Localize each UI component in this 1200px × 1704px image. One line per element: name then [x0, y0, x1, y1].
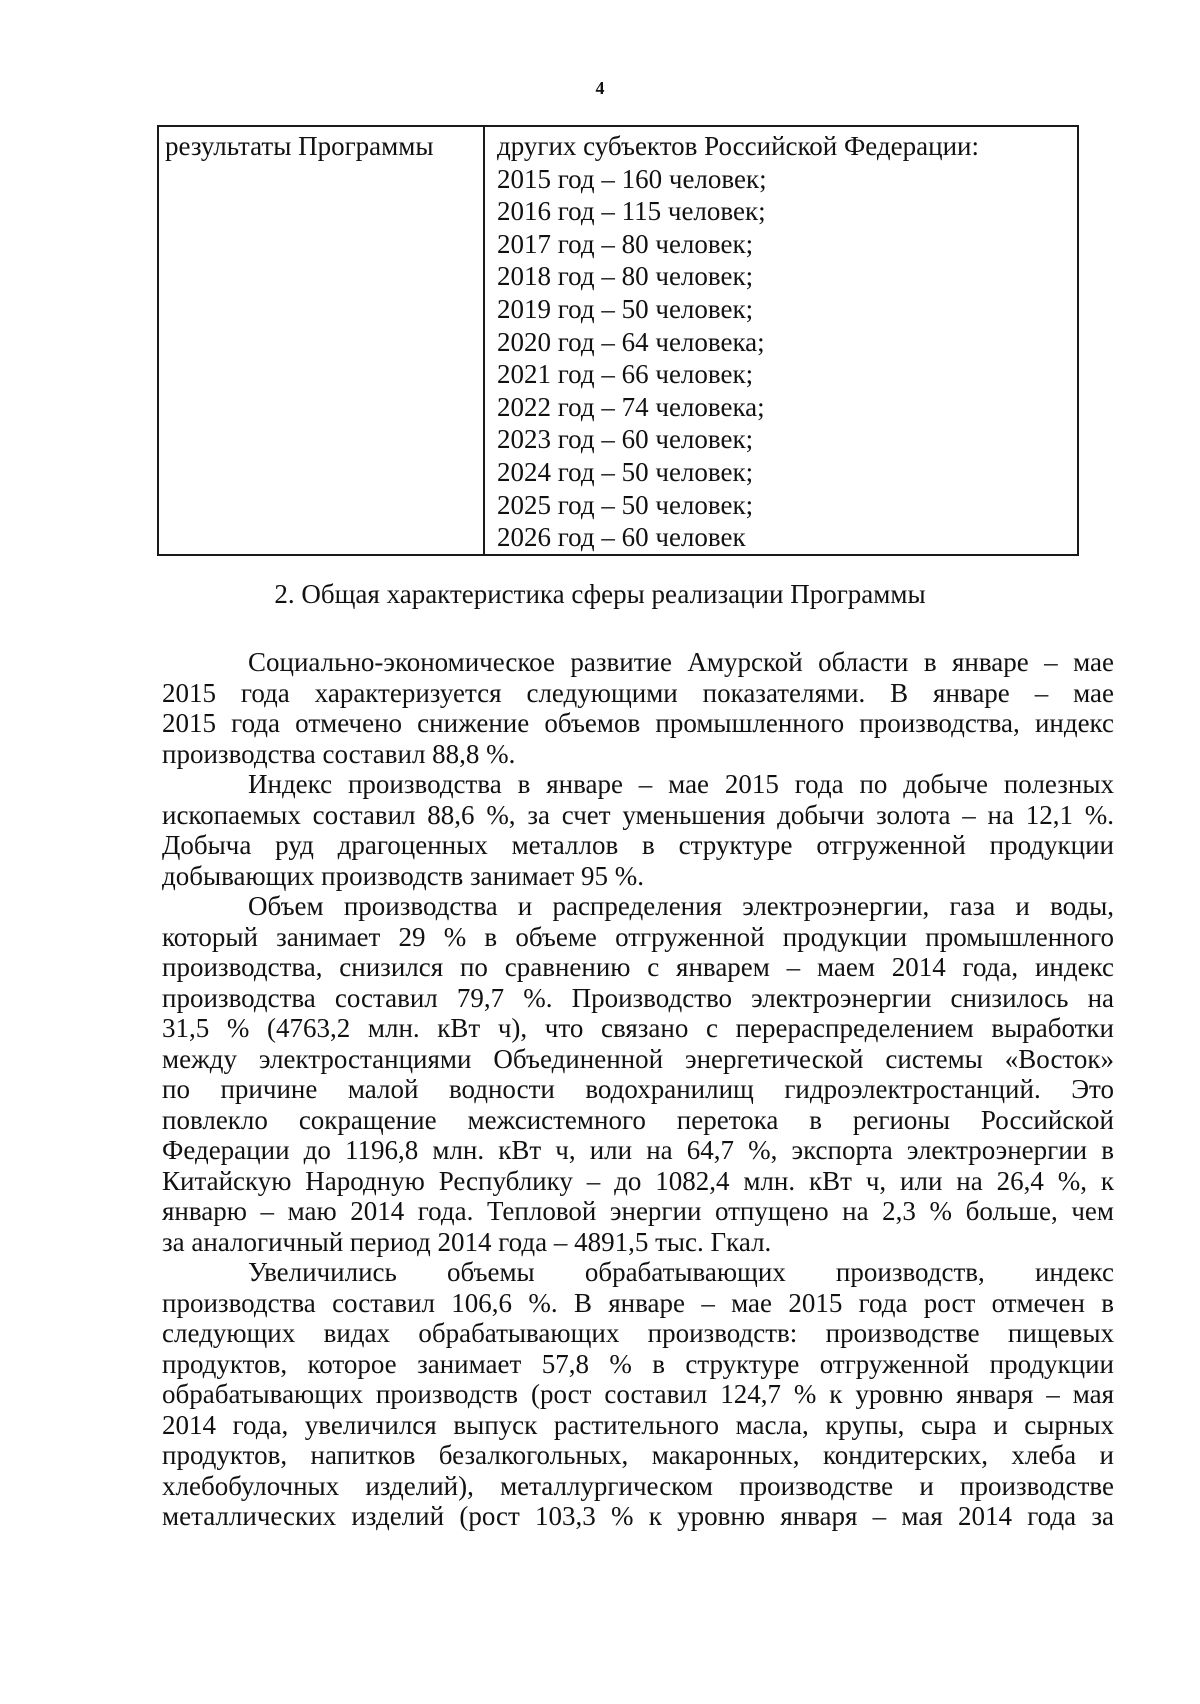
paragraph-line: хлебобулочных изделий), металлургическом производстве и производстве — [162, 1470, 1114, 1501]
table-cell-label — [158, 126, 484, 555]
paragraph-line: Добыча руд драгоценных металлов в структуре отгруженной продукции — [162, 830, 1114, 860]
paragraph-line: обрабатывающих производств (рост составил 124,7 % к уровню января – мая — [162, 1379, 1114, 1409]
paragraph-line: производства, снизился по сравнению с январем – маем 2014 года, индекс — [162, 952, 1114, 982]
paragraph-line: Социально-экономическое развитие Амурской области в январе – мае — [248, 647, 1114, 677]
paragraph-line: производства составил 106,6 %. В январе – мае 2015 года рост отмечен в — [162, 1287, 1114, 1318]
table-value-line: 2016 год – 115 человек; — [497, 196, 766, 227]
paragraph-line: ископаемых составил 88,6 %, за счет уменьшения добычи золота – на 12,1 %. — [162, 799, 1114, 830]
paragraph-line: добывающих производств занимает 95 %. — [162, 860, 644, 891]
paragraph-line: 31,5 % (4763,2 млн. кВт ч), что связано с перераспределением выработки — [162, 1013, 1114, 1043]
paragraph-line: 2015 года характеризуется следующими показателями. В январе – мае — [162, 677, 1114, 708]
paragraph — [162, 1257, 1114, 1532]
table-cell-values — [484, 126, 1078, 555]
paragraph-line: январю – маю 2014 года. Тепловой энергии отпущено на 2,3 % больше, чем — [162, 1196, 1114, 1226]
paragraph-line: Китайскую Народную Республику – до 1082,4 млн. кВт ч, или на 26,4 %, к — [162, 1165, 1114, 1196]
paragraph — [162, 769, 1114, 891]
cell-label-text: результаты Программы — [165, 131, 434, 161]
table-value-line: 2018 год – 80 человек; — [497, 261, 754, 292]
page-number: 4 — [595, 78, 605, 98]
paragraph-line: повлекло сокращение межсистемного перетока в регионы Российской — [162, 1104, 1114, 1135]
table-value-line: 2015 год – 160 человек; — [497, 163, 767, 194]
table-value-line: 2017 год – 80 человек; — [497, 228, 754, 259]
table-value-line: 2026 год – 60 человек — [497, 522, 746, 553]
paragraph-line: производства составил 79,7 %. Производство электроэнергии снизилось на — [162, 982, 1114, 1013]
section-heading: 2. Общая характеристика сферы реализации Программы — [274, 579, 926, 609]
paragraph-line: продуктов, напитков безалкогольных, макаронных, кондитерских, хлеба и — [162, 1440, 1114, 1470]
paragraph-line: 2014 года, увеличился выпуск растительного масла, крупы, сыра и сырных — [162, 1409, 1114, 1440]
paragraph — [162, 891, 1114, 1257]
paragraph-line: который занимает 29 % в объеме отгруженной продукции промышленного — [162, 921, 1114, 952]
paragraph-line: продуктов, которое занимает 57,8 % в структуре отгруженной продукции — [162, 1348, 1114, 1379]
paragraph-line: за аналогичный период 2014 года – 4891,5 тыс. Гкал. — [162, 1226, 772, 1257]
paragraph — [162, 647, 1114, 769]
paragraph-line: следующих видах обрабатывающих производств: производстве пищевых — [162, 1318, 1114, 1348]
paragraph-line: Индекс производства в январе – мае 2015 года по добыче полезных — [248, 769, 1114, 799]
table-value-line: 2020 год – 64 человека; — [497, 326, 765, 357]
paragraph-line: по причине малой водности водохранилищ гидроэлектростанций. Это — [162, 1074, 1114, 1104]
paragraph-line: Увеличились объемы обрабатывающих производств, индекс — [248, 1257, 1114, 1287]
table-row — [158, 126, 1078, 555]
body-text — [162, 647, 1114, 1532]
paragraph-line: производства составил 88,8 %. — [162, 738, 516, 769]
paragraph-line: Объем производства и распределения электроэнергии, газа и воды, — [248, 891, 1114, 921]
table-value-line: 2019 год – 50 человек; — [497, 293, 754, 324]
paragraph-line: Федерации до 1196,8 млн. кВт ч, или на 64,7 %, экспорта электроэнергии в — [162, 1135, 1114, 1165]
paragraph-line: металлических изделий (рост 103,3 % к уровню января – мая 2014 года за — [162, 1501, 1114, 1531]
paragraph-line: между электростанциями Объединенной энергетической системы «Восток» — [162, 1043, 1114, 1074]
program-passport-table — [157, 125, 1079, 556]
table-value-line: 2022 год – 74 человека; — [497, 391, 765, 422]
table-value-line: других субъектов Российской Федерации: — [497, 131, 979, 161]
table-value-line: 2021 год – 66 человек; — [497, 359, 754, 390]
table-value-line: 2024 год – 50 человек; — [497, 456, 754, 487]
paragraph-line: 2015 года отмечено снижение объемов промышленного производства, индекс — [162, 708, 1114, 738]
table-value-line: 2025 год – 50 человек; — [497, 489, 754, 520]
table-value-line: 2023 год – 60 человек; — [497, 424, 754, 455]
